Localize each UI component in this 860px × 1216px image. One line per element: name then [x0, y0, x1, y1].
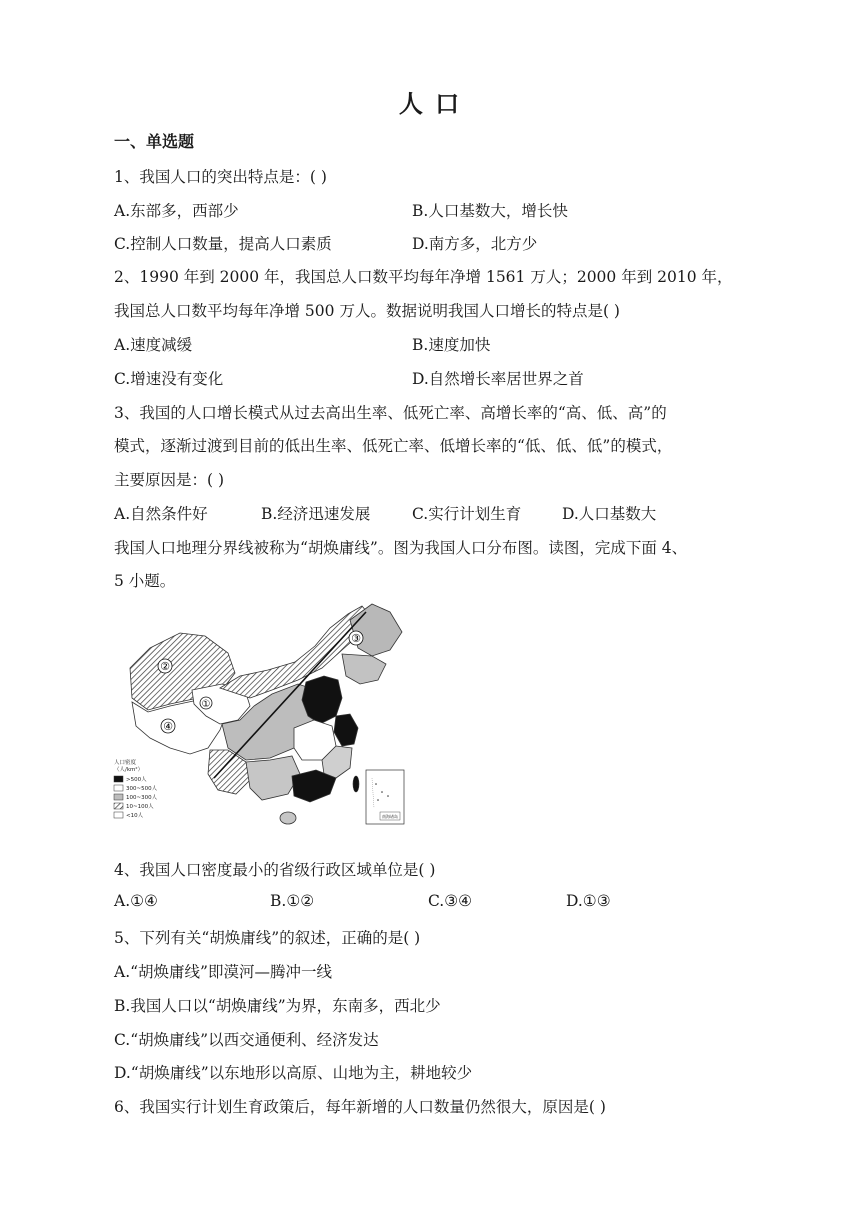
legend-swatch-300-500: [114, 785, 123, 791]
question-4-option-b: B.①②: [270, 892, 315, 910]
question-5-option-a: A.“胡焕庸线”即漠河—腾冲一线: [114, 963, 332, 981]
region-hainan: [280, 812, 296, 824]
section-heading: 一、单选题: [114, 132, 195, 151]
legend-swatch-500: [114, 776, 123, 782]
question-3-option-c: C.实行计划生育: [412, 505, 522, 523]
legend-swatch-100-300: [114, 794, 123, 800]
legend-swatch-10-100: [114, 803, 123, 809]
marker-1: ①: [201, 699, 211, 710]
inset-label: 南海诸岛: [382, 814, 398, 819]
question-3-stem-line-2: 模式，逐渐过渡到目前的低出生率、低死亡率、低增长率的“低、低、低”的模式，: [114, 437, 673, 455]
question-2-stem-line-1: 2、1990 年到 2000 年，我国总人口数平均每年净增 1561 万人；2000 年到 2010 年，: [114, 268, 733, 286]
legend-unit: （人/km²）: [114, 767, 144, 773]
question-4-option-a: A.①④: [114, 892, 158, 910]
question-2-option-b: B.速度加快: [412, 336, 491, 354]
population-density-map: [110, 598, 410, 834]
question-3-option-b: B.经济迅速发展: [261, 505, 371, 523]
group-intro-line-2: 5 小题。: [114, 572, 176, 590]
question-1-option-c: C.控制人口数量，提高人口素质: [114, 235, 332, 253]
map-legend: [114, 758, 158, 819]
legend-item-1: >500人: [126, 777, 147, 783]
group-intro-line-1: 我国人口地理分界线被称为“胡焕庸线”。图为我国人口分布图。读图，完成下面 4、: [114, 539, 688, 557]
question-3-stem-line-1: 3、我国的人口增长模式从过去高出生率、低死亡率、高增长率的“高、低、高”的: [114, 404, 667, 422]
south-china-sea-inset: [366, 770, 404, 824]
question-2-stem-line-2: 我国总人口数平均每年净增 500 万人。数据说明我国人口增长的特点是( ): [114, 302, 620, 320]
question-2-option-c: C.增速没有变化: [114, 370, 224, 388]
legend-item-5: <10人: [126, 813, 144, 819]
question-3-stem-line-3: 主要原因是：( ): [114, 471, 225, 489]
question-5-stem: 5、下列有关“胡焕庸线”的叙述，正确的是( ): [114, 929, 421, 947]
question-2-option-a: A.速度减缓: [114, 336, 193, 354]
question-5-option-b: B.我国人口以“胡焕庸线”为界，东南多，西北少: [114, 997, 441, 1015]
legend-title: 人口密度: [114, 760, 137, 766]
question-3-option-d: D.人口基数大: [562, 505, 657, 523]
question-2-option-d: D.自然增长率居世界之首: [412, 370, 584, 388]
legend-item-3: 100~300人: [126, 795, 158, 801]
region-yangtze-delta: [334, 714, 358, 746]
question-1-option-a: A.东部多，西部少: [114, 202, 239, 220]
question-5-option-c: C.“胡焕庸线”以西交通便利、经济发达: [114, 1031, 379, 1049]
region-northeast: [342, 654, 386, 684]
region-inner-mongolia: [220, 606, 372, 698]
legend-item-2: 300~500人: [126, 786, 158, 792]
question-3-option-a: A.自然条件好: [114, 505, 208, 523]
question-5-option-d: D.“胡焕庸线”以东地形以高原、山地为主，耕地较少: [114, 1064, 473, 1082]
legend-item-4: 10~100人: [126, 804, 154, 810]
marker-2: ②: [160, 660, 170, 673]
marker-4: ④: [163, 720, 173, 733]
page-title: 人 口: [398, 90, 462, 118]
region-taiwan: [353, 776, 359, 792]
legend-swatch-under-10: [114, 812, 123, 818]
question-1-option-d: D.南方多，北方少: [412, 235, 538, 253]
question-6-stem: 6、我国实行计划生育政策后，每年新增的人口数量仍然很大，原因是( ): [114, 1098, 606, 1116]
question-1-stem: 1、我国人口的突出特点是：( ): [114, 168, 327, 186]
question-4-option-d: D.①③: [566, 892, 611, 910]
question-1-option-b: B.人口基数大，增长快: [412, 202, 568, 220]
marker-3: ③: [351, 632, 361, 645]
question-4-stem: 4、我国人口密度最小的省级行政区域单位是( ): [114, 861, 436, 879]
question-4-option-c: C.③④: [428, 892, 473, 910]
